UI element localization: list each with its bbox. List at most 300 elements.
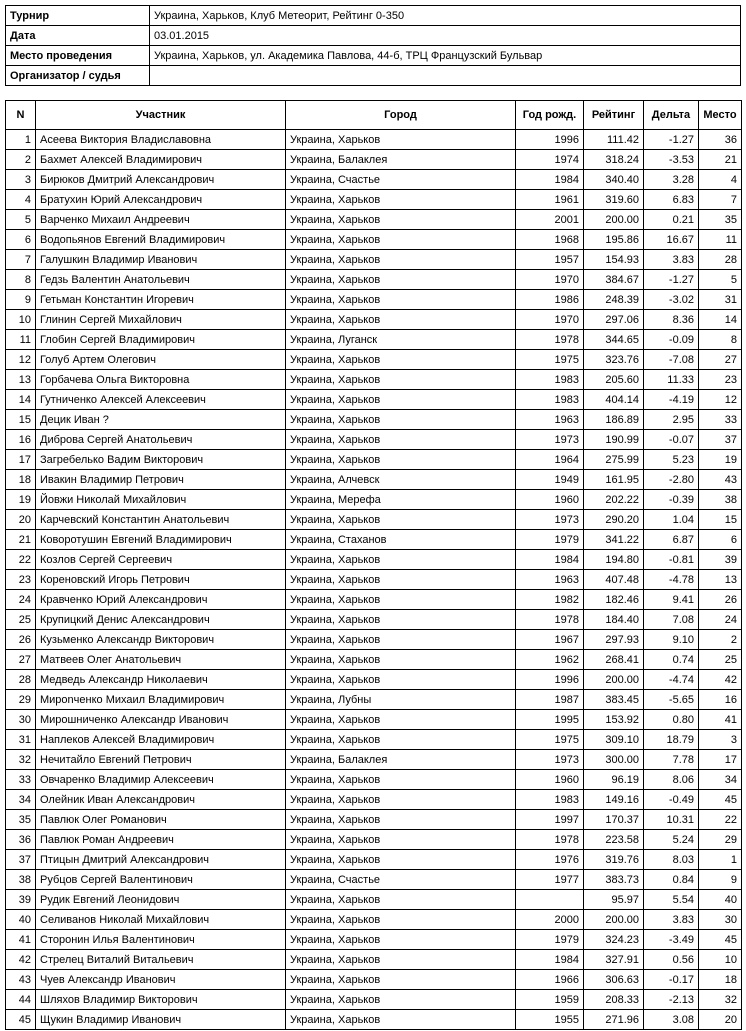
- participant-name: Загребелько Вадим Викторович: [36, 450, 286, 470]
- row-number: 37: [6, 850, 36, 870]
- delta: 3.83: [644, 910, 699, 930]
- table-row: [6, 850, 742, 870]
- table-row: [6, 150, 742, 170]
- city: Украина, Харьков: [286, 310, 516, 330]
- info-row-venue: [6, 46, 741, 66]
- place: 16: [699, 690, 742, 710]
- birth-year: 1978: [516, 330, 584, 350]
- place: 27: [699, 350, 742, 370]
- city: Украина, Харьков: [286, 850, 516, 870]
- rating: 208.33: [584, 990, 644, 1010]
- birth-year: 1975: [516, 350, 584, 370]
- participant-name: Карчевский Константин Анатольевич: [36, 510, 286, 530]
- birth-year: 1957: [516, 250, 584, 270]
- delta: -4.19: [644, 390, 699, 410]
- rating: 384.67: [584, 270, 644, 290]
- place: 6: [699, 530, 742, 550]
- participant-name: Крупицкий Денис Александрович: [36, 610, 286, 630]
- participant-name: Гетьман Константин Игоревич: [36, 290, 286, 310]
- place: 11: [699, 230, 742, 250]
- delta: -3.53: [644, 150, 699, 170]
- row-number: 31: [6, 730, 36, 750]
- birth-year: 2001: [516, 210, 584, 230]
- city: Украина, Харьков: [286, 630, 516, 650]
- birth-year: 1987: [516, 690, 584, 710]
- birth-year: 1962: [516, 650, 584, 670]
- row-number: 33: [6, 770, 36, 790]
- place: 7: [699, 190, 742, 210]
- rating: 248.39: [584, 290, 644, 310]
- rating: 309.10: [584, 730, 644, 750]
- delta: 0.56: [644, 950, 699, 970]
- place: 30: [699, 910, 742, 930]
- rating: 318.24: [584, 150, 644, 170]
- city: Украина, Лубны: [286, 690, 516, 710]
- participant-name: Гутниченко Алексей Алексеевич: [36, 390, 286, 410]
- rating: 297.93: [584, 630, 644, 650]
- participant-name: Глобин Сергей Владимирович: [36, 330, 286, 350]
- delta: -2.13: [644, 990, 699, 1010]
- city: Украина, Мерефа: [286, 490, 516, 510]
- row-number: 1: [6, 130, 36, 150]
- city: Украина, Алчевск: [286, 470, 516, 490]
- delta: 18.79: [644, 730, 699, 750]
- delta: -0.39: [644, 490, 699, 510]
- table-row: [6, 250, 742, 270]
- row-number: 3: [6, 170, 36, 190]
- table-row: [6, 270, 742, 290]
- city: Украина, Балаклея: [286, 150, 516, 170]
- table-row: [6, 1010, 742, 1030]
- birth-year: 1966: [516, 970, 584, 990]
- venue-value: Украина, Харьков, ул. Академика Павлова, 44-б, ТРЦ Французский Бульвар: [150, 46, 741, 66]
- place: 29: [699, 830, 742, 850]
- place: 14: [699, 310, 742, 330]
- row-number: 16: [6, 430, 36, 450]
- rating: 95.97: [584, 890, 644, 910]
- birth-year: 1959: [516, 990, 584, 1010]
- table-row: [6, 870, 742, 890]
- table-row: [6, 190, 742, 210]
- place: 22: [699, 810, 742, 830]
- rating: 271.96: [584, 1010, 644, 1030]
- participant-name: Кузьменко Александр Викторович: [36, 630, 286, 650]
- date-label: Дата: [6, 26, 150, 46]
- row-number: 43: [6, 970, 36, 990]
- participant-name: Рубцов Сергей Валентинович: [36, 870, 286, 890]
- birth-year: 1968: [516, 230, 584, 250]
- delta: 8.36: [644, 310, 699, 330]
- row-number: 5: [6, 210, 36, 230]
- header-n: N: [6, 101, 36, 130]
- birth-year: 1984: [516, 170, 584, 190]
- rating: 153.92: [584, 710, 644, 730]
- table-row: [6, 810, 742, 830]
- table-row: [6, 490, 742, 510]
- participant-name: Козлов Сергей Сергеевич: [36, 550, 286, 570]
- delta: -5.65: [644, 690, 699, 710]
- participant-name: Щукин Владимир Иванович: [36, 1010, 286, 1030]
- row-number: 42: [6, 950, 36, 970]
- place: 26: [699, 590, 742, 610]
- place: 23: [699, 370, 742, 390]
- row-number: 8: [6, 270, 36, 290]
- birth-year: 1984: [516, 550, 584, 570]
- delta: -0.81: [644, 550, 699, 570]
- city: Украина, Счастье: [286, 870, 516, 890]
- table-row: [6, 370, 742, 390]
- city: Украина, Харьков: [286, 610, 516, 630]
- participant-name: Варченко Михаил Андреевич: [36, 210, 286, 230]
- rating: 200.00: [584, 210, 644, 230]
- city: Украина, Счастье: [286, 170, 516, 190]
- participant-name: Горбачева Ольга Викторовна: [36, 370, 286, 390]
- city: Украина, Стаханов: [286, 530, 516, 550]
- organizer-value: [150, 66, 741, 86]
- delta: 7.08: [644, 610, 699, 630]
- rating: 319.60: [584, 190, 644, 210]
- delta: 3.08: [644, 1010, 699, 1030]
- participant-name: Сторонин Илья Валентинович: [36, 930, 286, 950]
- row-number: 19: [6, 490, 36, 510]
- place: 38: [699, 490, 742, 510]
- header-place: Место: [699, 101, 742, 130]
- place: 35: [699, 210, 742, 230]
- rating: 195.86: [584, 230, 644, 250]
- participant-name: Рудик Евгений Леонидович: [36, 890, 286, 910]
- table-row: [6, 770, 742, 790]
- table-row: [6, 650, 742, 670]
- place: 1: [699, 850, 742, 870]
- birth-year: 2000: [516, 910, 584, 930]
- city: Украина, Харьков: [286, 830, 516, 850]
- row-number: 45: [6, 1010, 36, 1030]
- place: 3: [699, 730, 742, 750]
- tournament-value: Украина, Харьков, Клуб Метеорит, Рейтинг 0-350: [150, 6, 741, 26]
- participant-name: Водопьянов Евгений Владимирович: [36, 230, 286, 250]
- organizer-label: Организатор / судья: [6, 66, 150, 86]
- table-row: [6, 750, 742, 770]
- row-number: 30: [6, 710, 36, 730]
- row-number: 12: [6, 350, 36, 370]
- participant-name: Чуев Александр Иванович: [36, 970, 286, 990]
- participant-name: Павлюк Олег Романович: [36, 810, 286, 830]
- rating: 297.06: [584, 310, 644, 330]
- participant-name: Овчаренко Владимир Алексеевич: [36, 770, 286, 790]
- birth-year: 1977: [516, 870, 584, 890]
- city: Украина, Харьков: [286, 430, 516, 450]
- city: Украина, Харьков: [286, 230, 516, 250]
- rating: 290.20: [584, 510, 644, 530]
- row-number: 44: [6, 990, 36, 1010]
- city: Украина, Харьков: [286, 390, 516, 410]
- rating: 200.00: [584, 910, 644, 930]
- birth-year: 1978: [516, 830, 584, 850]
- birth-year: 1996: [516, 670, 584, 690]
- rating: 194.80: [584, 550, 644, 570]
- city: Украина, Харьков: [286, 410, 516, 430]
- table-row: [6, 170, 742, 190]
- rating: 96.19: [584, 770, 644, 790]
- participant-name: Медведь Александр Николаевич: [36, 670, 286, 690]
- place: 8: [699, 330, 742, 350]
- birth-year: 1976: [516, 850, 584, 870]
- place: 34: [699, 770, 742, 790]
- city: Украина, Харьков: [286, 890, 516, 910]
- place: 41: [699, 710, 742, 730]
- birth-year: 1970: [516, 310, 584, 330]
- participant-name: Галушкин Владимир Иванович: [36, 250, 286, 270]
- place: 17: [699, 750, 742, 770]
- tournament-label: Турнир: [6, 6, 150, 26]
- city: Украина, Харьков: [286, 990, 516, 1010]
- results-header-row: [6, 101, 742, 130]
- city: Украина, Харьков: [286, 710, 516, 730]
- delta: -3.49: [644, 930, 699, 950]
- birth-year: 1982: [516, 590, 584, 610]
- city: Украина, Харьков: [286, 190, 516, 210]
- participant-name: Шляхов Владимир Викторович: [36, 990, 286, 1010]
- delta: -4.74: [644, 670, 699, 690]
- participant-name: Матвеев Олег Анатольевич: [36, 650, 286, 670]
- table-row: [6, 970, 742, 990]
- place: 5: [699, 270, 742, 290]
- participant-name: Голуб Артем Олегович: [36, 350, 286, 370]
- participant-name: Бирюков Дмитрий Александрович: [36, 170, 286, 190]
- place: 12: [699, 390, 742, 410]
- participant-name: Коворотушин Евгений Владимирович: [36, 530, 286, 550]
- row-number: 10: [6, 310, 36, 330]
- delta: 5.24: [644, 830, 699, 850]
- delta: 7.78: [644, 750, 699, 770]
- city: Украина, Харьков: [286, 670, 516, 690]
- delta: -7.08: [644, 350, 699, 370]
- delta: 5.54: [644, 890, 699, 910]
- participant-name: Мирonченко Михаил Владимирович: [36, 690, 286, 710]
- table-row: [6, 550, 742, 570]
- delta: 2.95: [644, 410, 699, 430]
- participant-name: Бахмет Алексей Владимирович: [36, 150, 286, 170]
- birth-year: 1973: [516, 750, 584, 770]
- birth-year: 1996: [516, 130, 584, 150]
- city: Украина, Харьков: [286, 370, 516, 390]
- delta: -2.80: [644, 470, 699, 490]
- birth-year: 1997: [516, 810, 584, 830]
- delta: 16.67: [644, 230, 699, 250]
- place: 31: [699, 290, 742, 310]
- place: 25: [699, 650, 742, 670]
- delta: -0.09: [644, 330, 699, 350]
- participant-name: Децик Иван ?: [36, 410, 286, 430]
- rating: 186.89: [584, 410, 644, 430]
- row-number: 7: [6, 250, 36, 270]
- row-number: 34: [6, 790, 36, 810]
- place: 43: [699, 470, 742, 490]
- city: Украина, Харьков: [286, 810, 516, 830]
- table-row: [6, 230, 742, 250]
- participant-name: Кравченко Юрий Александрович: [36, 590, 286, 610]
- birth-year: 1960: [516, 770, 584, 790]
- city: Украина, Харьков: [286, 350, 516, 370]
- place: 45: [699, 930, 742, 950]
- row-number: 25: [6, 610, 36, 630]
- place: 28: [699, 250, 742, 270]
- place: 2: [699, 630, 742, 650]
- participant-name: Гедзь Валентин Анатольевич: [36, 270, 286, 290]
- rating: 383.45: [584, 690, 644, 710]
- participant-name: Нечитайло Евгений Петрович: [36, 750, 286, 770]
- participant-name: Наплеков Алексей Владимирович: [36, 730, 286, 750]
- birth-year: 1975: [516, 730, 584, 750]
- delta: -1.27: [644, 270, 699, 290]
- rating: 223.58: [584, 830, 644, 850]
- row-number: 9: [6, 290, 36, 310]
- results-body: [6, 130, 742, 1030]
- place: 18: [699, 970, 742, 990]
- birth-year: 1986: [516, 290, 584, 310]
- place: 15: [699, 510, 742, 530]
- city: Украина, Харьков: [286, 570, 516, 590]
- birth-year: 1964: [516, 450, 584, 470]
- city: Украина, Харьков: [286, 770, 516, 790]
- city: Украина, Харьков: [286, 790, 516, 810]
- delta: 8.03: [644, 850, 699, 870]
- rating: 154.93: [584, 250, 644, 270]
- table-row: [6, 930, 742, 950]
- rating: 182.46: [584, 590, 644, 610]
- row-number: 18: [6, 470, 36, 490]
- row-number: 29: [6, 690, 36, 710]
- city: Украина, Харьков: [286, 910, 516, 930]
- birth-year: 1963: [516, 570, 584, 590]
- place: 37: [699, 430, 742, 450]
- place: 19: [699, 450, 742, 470]
- birth-year: 1979: [516, 930, 584, 950]
- birth-year: 1983: [516, 390, 584, 410]
- participant-name: Стрелец Виталий Витальевич: [36, 950, 286, 970]
- city: Украина, Харьков: [286, 730, 516, 750]
- place: 24: [699, 610, 742, 630]
- delta: -1.27: [644, 130, 699, 150]
- row-number: 6: [6, 230, 36, 250]
- rating: 404.14: [584, 390, 644, 410]
- table-row: [6, 310, 742, 330]
- delta: 3.28: [644, 170, 699, 190]
- table-row: [6, 630, 742, 650]
- row-number: 35: [6, 810, 36, 830]
- delta: 9.10: [644, 630, 699, 650]
- header-city: Город: [286, 101, 516, 130]
- place: 13: [699, 570, 742, 590]
- city: Украина, Луганск: [286, 330, 516, 350]
- row-number: 27: [6, 650, 36, 670]
- row-number: 40: [6, 910, 36, 930]
- row-number: 23: [6, 570, 36, 590]
- delta: 0.80: [644, 710, 699, 730]
- city: Украина, Харьков: [286, 450, 516, 470]
- city: Украина, Балаклея: [286, 750, 516, 770]
- city: Украина, Харьков: [286, 1010, 516, 1030]
- birth-year: 1949: [516, 470, 584, 490]
- birth-year: 1955: [516, 1010, 584, 1030]
- table-row: [6, 530, 742, 550]
- delta: -0.07: [644, 430, 699, 450]
- city: Украина, Харьков: [286, 590, 516, 610]
- participant-name: Ивакин Владимир Петрович: [36, 470, 286, 490]
- row-number: 26: [6, 630, 36, 650]
- row-number: 39: [6, 890, 36, 910]
- row-number: 4: [6, 190, 36, 210]
- header-delta: Дельта: [644, 101, 699, 130]
- row-number: 38: [6, 870, 36, 890]
- row-number: 22: [6, 550, 36, 570]
- info-row-organizer: [6, 66, 741, 86]
- birth-year: 1973: [516, 430, 584, 450]
- header-participant: Участник: [36, 101, 286, 130]
- table-row: [6, 470, 742, 490]
- delta: 6.87: [644, 530, 699, 550]
- delta: 8.06: [644, 770, 699, 790]
- rating: 300.00: [584, 750, 644, 770]
- rating: 407.48: [584, 570, 644, 590]
- delta: -0.49: [644, 790, 699, 810]
- place: 32: [699, 990, 742, 1010]
- participant-name: Асеева Виктория Владиславовна: [36, 130, 286, 150]
- city: Украина, Харьков: [286, 930, 516, 950]
- date-value: 03.01.2015: [150, 26, 741, 46]
- rating: 170.37: [584, 810, 644, 830]
- place: 10: [699, 950, 742, 970]
- delta: -4.78: [644, 570, 699, 590]
- info-row-tournament: [6, 6, 741, 26]
- birth-year: 1979: [516, 530, 584, 550]
- rating: 190.99: [584, 430, 644, 450]
- delta: 11.33: [644, 370, 699, 390]
- rating: 275.99: [584, 450, 644, 470]
- table-row: [6, 350, 742, 370]
- participant-name: Глинин Сергей Михайлович: [36, 310, 286, 330]
- rating: 149.16: [584, 790, 644, 810]
- participant-name: Братухин Юрий Александрович: [36, 190, 286, 210]
- row-number: 24: [6, 590, 36, 610]
- venue-label: Место проведения: [6, 46, 150, 66]
- row-number: 14: [6, 390, 36, 410]
- table-row: [6, 830, 742, 850]
- table-row: [6, 290, 742, 310]
- birth-year: 1967: [516, 630, 584, 650]
- rating: 205.60: [584, 370, 644, 390]
- participant-name: Мирошниченко Александр Иванович: [36, 710, 286, 730]
- results-table: [5, 100, 742, 1030]
- birth-year: 1983: [516, 790, 584, 810]
- participant-name: Птицын Дмитрий Александрович: [36, 850, 286, 870]
- birth-year: [516, 890, 584, 910]
- participant-name: Йовжи Николай Михайлович: [36, 490, 286, 510]
- rating: 268.41: [584, 650, 644, 670]
- row-number: 36: [6, 830, 36, 850]
- participant-name: Олейник Иван Александрович: [36, 790, 286, 810]
- delta: 3.83: [644, 250, 699, 270]
- table-row: [6, 990, 742, 1010]
- rating: 324.23: [584, 930, 644, 950]
- delta: 1.04: [644, 510, 699, 530]
- rating: 184.40: [584, 610, 644, 630]
- city: Украина, Харьков: [286, 510, 516, 530]
- delta: 9.41: [644, 590, 699, 610]
- participant-name: Селиванов Николай Михайлович: [36, 910, 286, 930]
- rating: 383.73: [584, 870, 644, 890]
- birth-year: 1984: [516, 950, 584, 970]
